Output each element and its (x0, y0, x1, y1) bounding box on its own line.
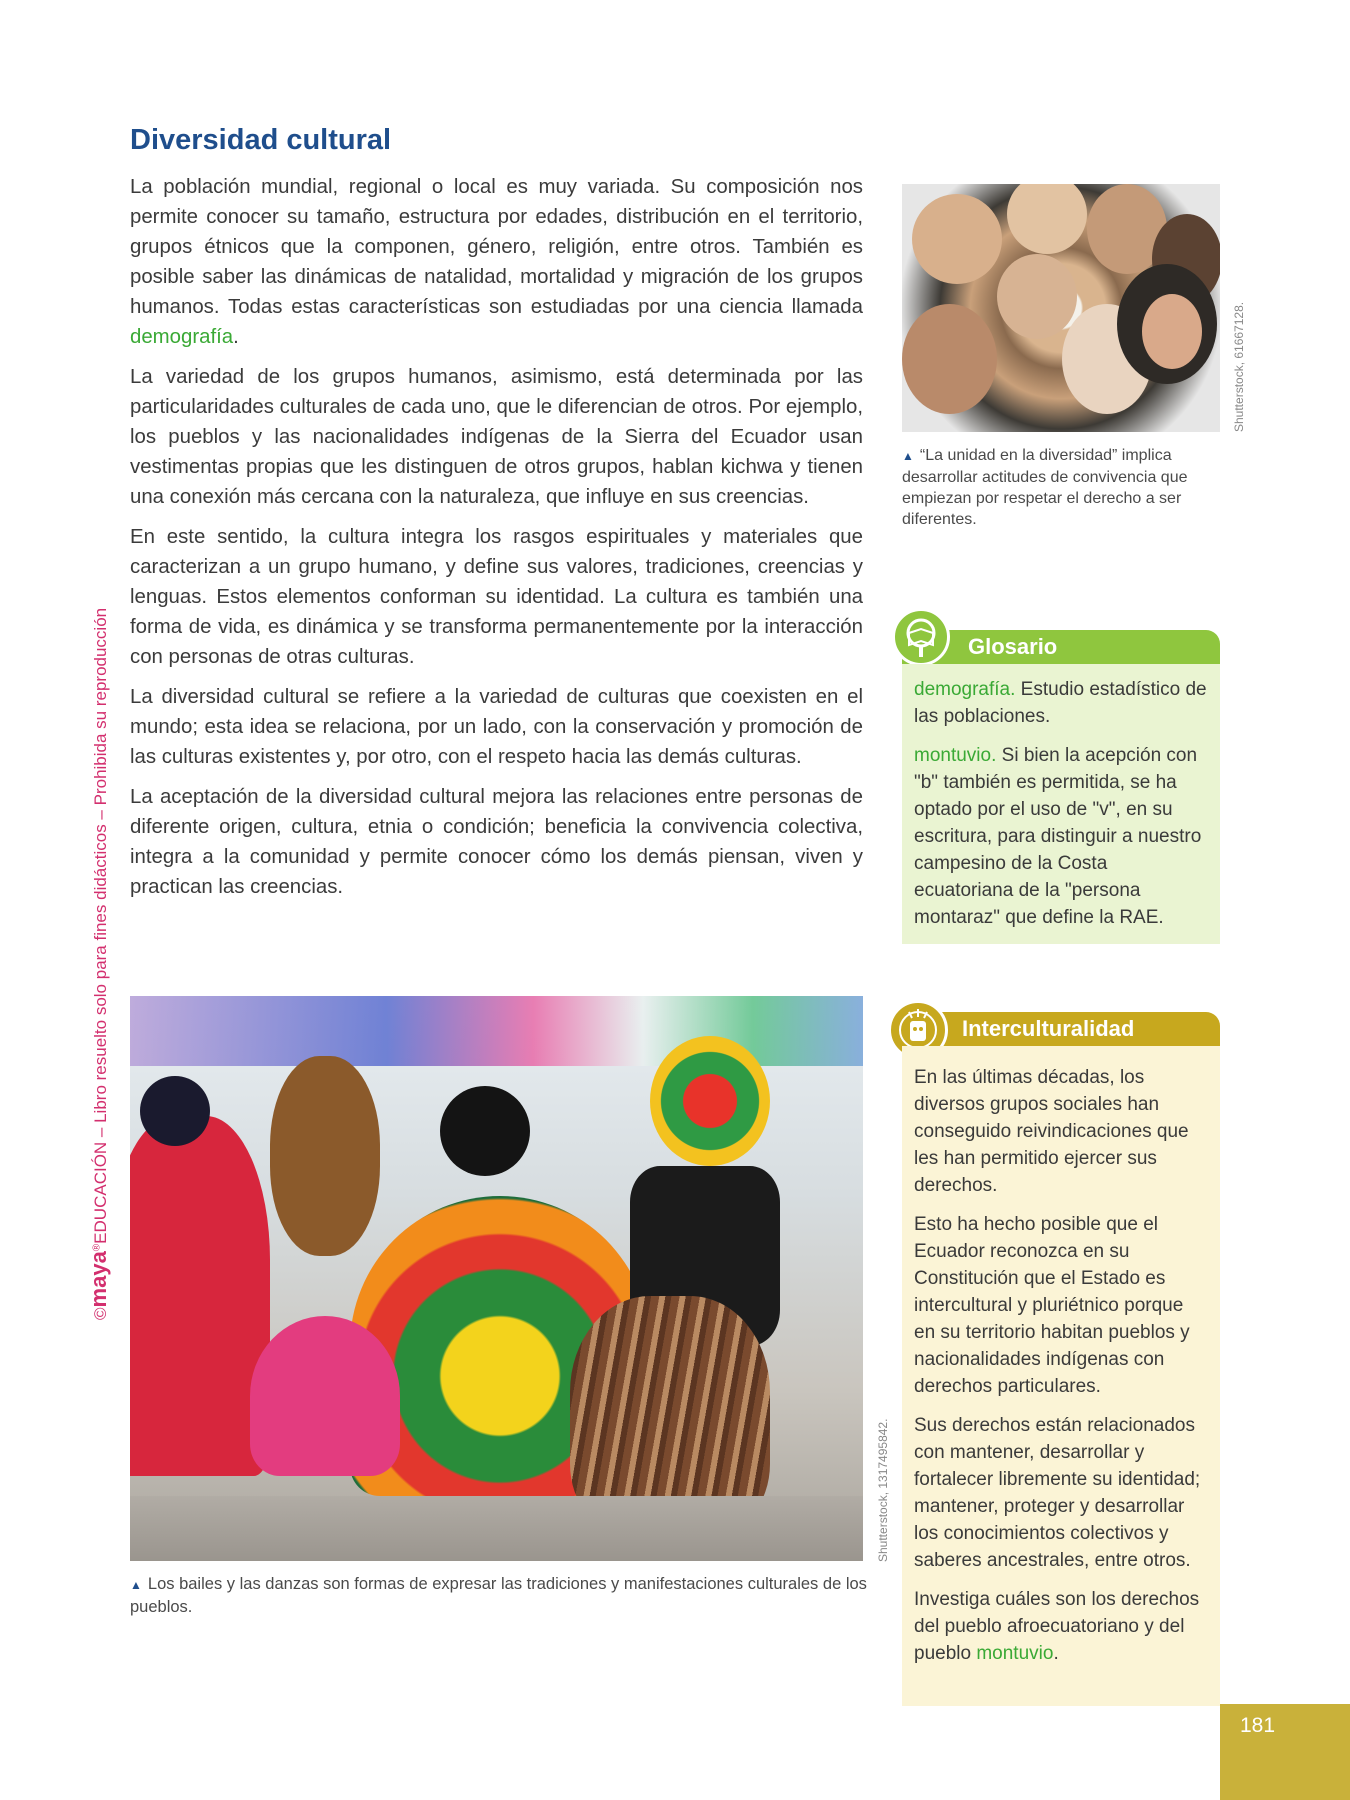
dance-photo-credit: Shutterstock, 1317495842. (876, 1418, 890, 1562)
paragraph-5: La aceptación de la diversidad cultural mejora las relaciones entre personas de diferente origen, cultura, etnia o condición; beneficia la convivencia colectiva, integra a la comunidad y permite conocer cómo los demás piensan, viven y practican las creencias. (130, 786, 863, 898)
page-number: 181 (1240, 1714, 1276, 1737)
copyright-side-note: ©maya®EDUCACIÓN – Libro resuelto solo para fines didácticos – Prohibida su reproducción (86, 607, 111, 1320)
interculturalidad-header (902, 1012, 1220, 1046)
term-demografia[interactable]: demografía (130, 326, 234, 348)
triangle-icon: ▲ (902, 449, 914, 463)
interculturalidad-paragraph-1: En las últimas décadas, los diversos grupos sociales han conseguido reivindicaciones que les han permitido ejercer sus derechos. (914, 1067, 1189, 1196)
top-photo-credit: Shutterstock, 61667128. (1232, 301, 1246, 432)
triangle-icon: ▲ (130, 1578, 142, 1592)
page-number-box (1220, 1704, 1350, 1800)
unity-diversity-photo (902, 184, 1220, 432)
interculturalidad-paragraph-2: Esto ha hecho posible que el Ecuador reconozca en su Constitución que el Estado es intercultural y pluriétnico porque en su territorio habitan pueblos y nacionalidades indígenas con derechos particulares. (914, 1214, 1190, 1397)
interculturalidad-paragraph-3: Sus derechos están relacionados con mantener, desarrollar y fortalecer libremente su identidad; mantener, proteger y desarrollar los conocimientos colectivos y saberes ancestrales, entre otros. (914, 1415, 1201, 1571)
interculturalidad-body (902, 1046, 1220, 1706)
glosario-entry: demografía. Estudio estadístico de las poblaciones. (914, 679, 1207, 727)
paragraph-3: En este sentido, la cultura integra los rasgos espirituales y materiales que caracterizan a un grupo humano, y define sus valores, tradiciones, creencias y lenguas. Estos elementos conforman su identidad. La cultura es también una forma de vida, es dinámica y se transforma permanentemente por la interacción con personas de otras culturas. (130, 526, 863, 668)
dance-photo-caption: ▲ Los bailes y las danzas son formas de expresar las tradiciones y manifestaciones culturales de los pueblos. (130, 1575, 867, 1616)
paragraph-4: La diversidad cultural se refiere a la variedad de culturas que coexisten en el mundo; esta idea se relaciona, por un lado, con la conservación y promoción de las culturas existentes y, por otro, con el respeto hacia las demás culturas. (130, 686, 863, 768)
paragraph-2: La variedad de los grupos humanos, asimismo, está determinada por las particularidades culturales de cada uno, que le diferencian de otros. Por ejemplo, los pueblos y las nacionalidades indígenas de la Sierra del Ecuador usan vestimentas propias que les distinguen de otros grupos, hablan kichwa y tienen una conexión más cercana con la naturaleza, que influye en sus creencias. (130, 366, 863, 508)
dance-photo (130, 996, 863, 1561)
glosario-entry: montuvio. Si bien la acepción con "b" también es permitida, se ha optado por el uso de "v", en su escritura, para distinguir a nuestro campesino de la Costa ecuatoriana de la "persona montaraz" que define la RAE. (914, 745, 1202, 928)
glosario-title: Glosario (968, 634, 1058, 659)
brand-name: maya (86, 1251, 111, 1308)
top-photo-caption: ▲ “La unidad en la diversidad” implica desarrollar actitudes de convivencia que empiezan por respetar el derecho a ser diferentes. (902, 447, 1188, 528)
book-search-icon (892, 608, 950, 666)
main-text (130, 172, 863, 912)
term-montuvio[interactable]: montuvio (976, 1643, 1054, 1664)
page-title: Diversidad cultural (130, 124, 392, 156)
paragraph-1: La población mundial, regional o local es muy variada. Su composición nos permite conocer su tamaño, estructura por edades, distribución en el territorio, grupos étnicos que la componen, género, religión, entre otros. También es posible saber las dinámicas de natalidad, mortalidad y migración de los grupos humanos. Todas estas características son estudiadas por una ciencia llamada demografía. (130, 176, 863, 348)
interculturalidad-title: Interculturalidad (962, 1016, 1135, 1041)
interculturalidad-paragraph-4: Investiga cuáles son los derechos del pueblo afroecuatoriano y del pueblo montuvio. (914, 1589, 1200, 1664)
glosario-body (902, 664, 1220, 944)
